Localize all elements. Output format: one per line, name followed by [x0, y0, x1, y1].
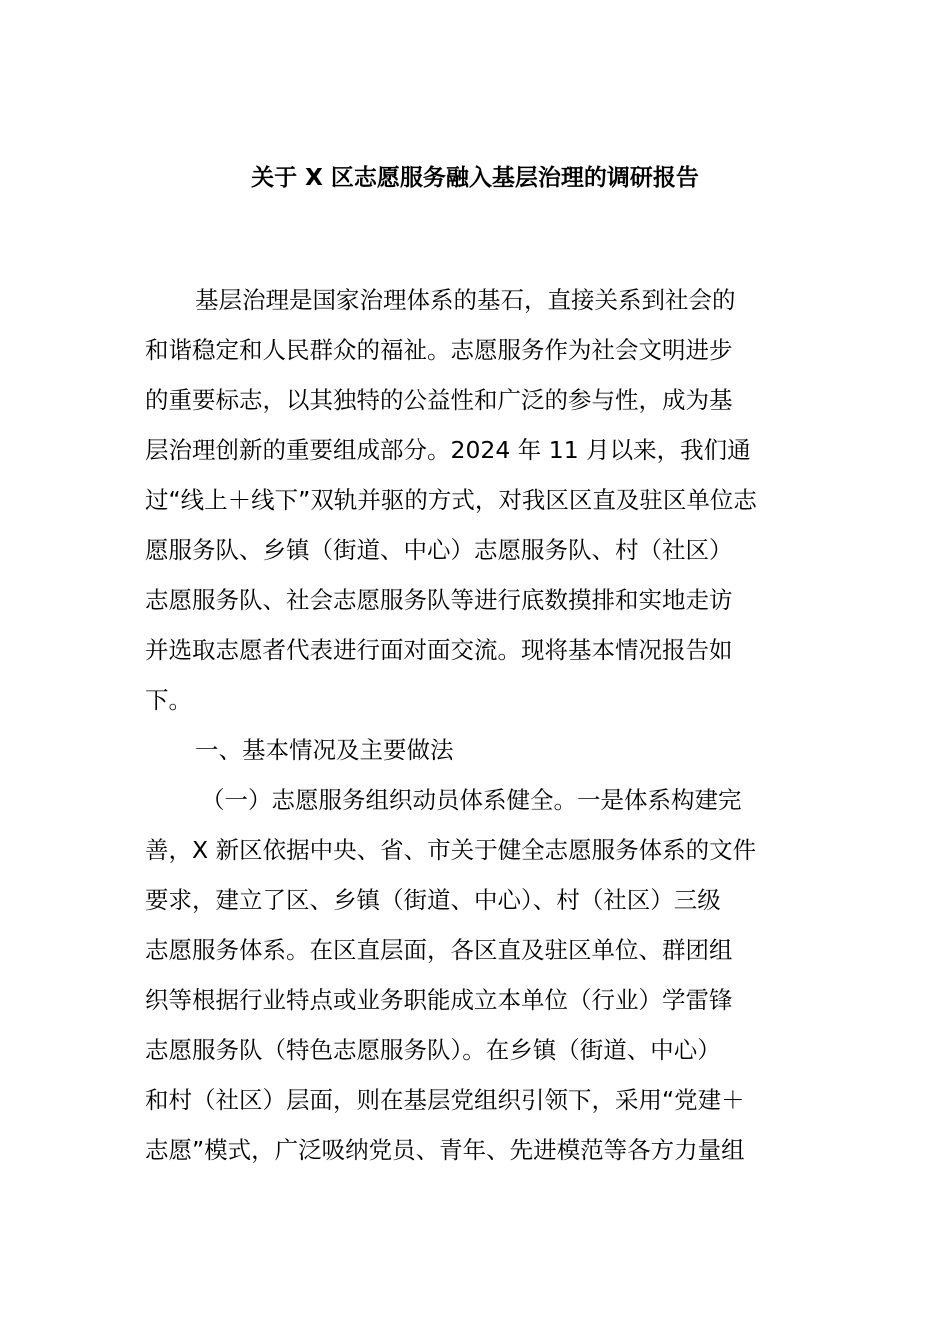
body-line: 志愿服务队（特色志愿服务队）。在乡镇（街道、中心）	[145, 1036, 721, 1064]
body-line: 并选取志愿者代表进行面对面交流。现将基本情况报告如	[145, 636, 733, 664]
body-line: 层治理创新的重要组成部分。2024 年 11 月以来，我们通	[145, 436, 751, 464]
document-title: 关于 X 区志愿服务融入基层治理的调研报告	[251, 165, 699, 191]
body-line: 愿服务队、乡镇（街道、中心）志愿服务队、村（社区）	[145, 536, 733, 564]
body-line: 过“线上＋线下”双轨并驱的方式，对我区区直及驻区单位志	[145, 486, 757, 514]
document-body	[145, 275, 810, 1175]
body-line: 志愿服务体系。在区直层面，各区直及驻区单位、群团组	[145, 936, 733, 964]
body-line: 志愿”模式，广泛吸纳党员、青年、先进模范等各方力量组	[145, 1136, 745, 1164]
body-line: 要求，建立了区、乡镇（街道、中心）、村（社区）三级	[145, 886, 721, 914]
body-line: 的重要标志，以其独特的公益性和广泛的参与性，成为基	[145, 386, 733, 414]
body-line: 基层治理是国家治理体系的基石，直接关系到社会的	[195, 286, 736, 314]
body-line: 和村（社区）层面，则在基层党组织引领下，采用“党建＋	[145, 1086, 745, 1114]
body-line: 下。	[145, 686, 192, 714]
body-line: 志愿服务队、社会志愿服务队等进行底数摸排和实地走访	[145, 586, 733, 614]
section-heading: 一、基本情况及主要做法	[195, 736, 454, 764]
body-line: 善，X 新区依据中央、省、市关于健全志愿服务体系的文件	[145, 836, 757, 864]
body-line: （一）志愿服务组织动员体系健全。一是体系构建完	[201, 786, 742, 814]
body-line: 和谐稳定和人民群众的福祉。志愿服务作为社会文明进步	[145, 336, 733, 364]
body-line: 织等根据行业特点或业务职能成立本单位（行业）学雷锋	[145, 986, 733, 1014]
